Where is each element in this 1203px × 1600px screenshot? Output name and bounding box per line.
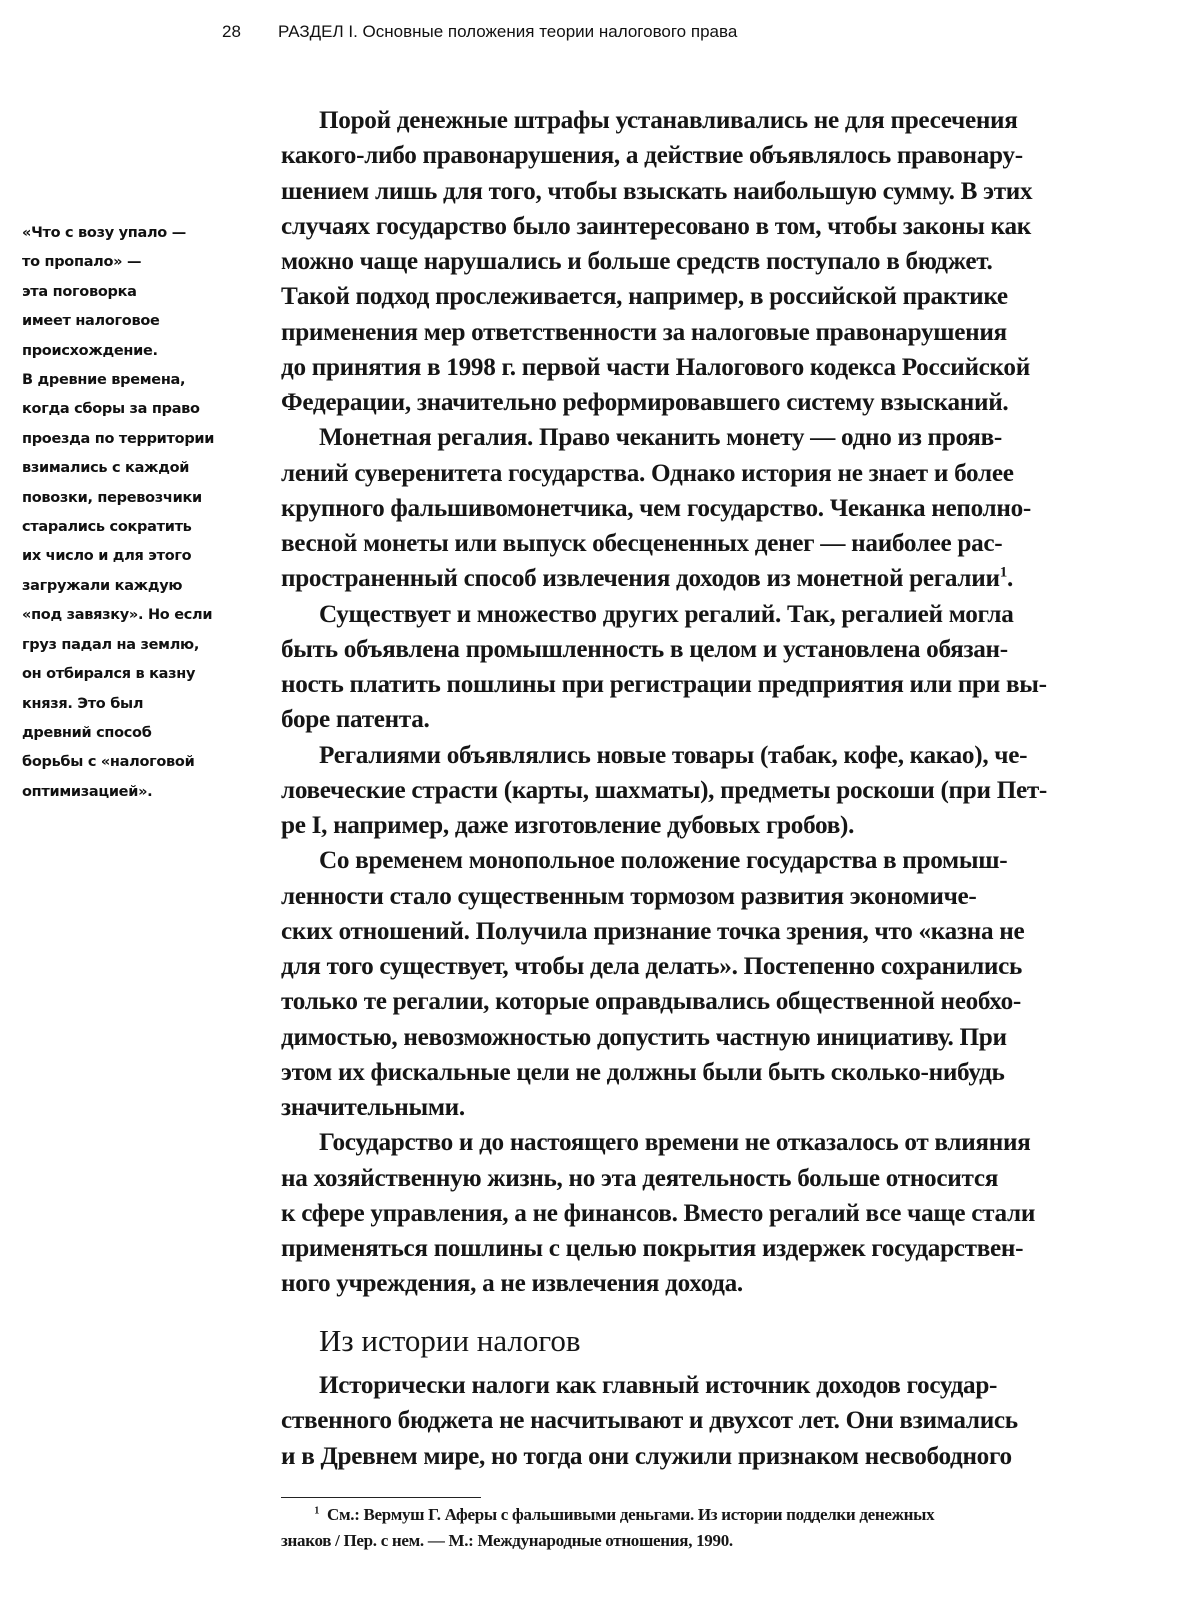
text-run: .: [1006, 565, 1013, 593]
text-line: на хозяйственную жизнь, но эта деятельность больше относится: [281, 1164, 999, 1192]
text-line: димостью, невозможностью допустить частную инициативу. При: [281, 1023, 1007, 1051]
margin-note-line: В древние времена,: [22, 372, 186, 389]
paragraph-monopoly: [281, 843, 1116, 1125]
text-line: ленности стало существенным тормозом развития экономиче-: [281, 882, 977, 910]
margin-note-line: происхождение.: [22, 342, 158, 359]
margin-note: [22, 219, 254, 807]
run-in-term: Монетная регалия.: [319, 424, 534, 452]
paragraph-new-goods: [281, 738, 1116, 844]
text-line: и в Древнем мире, но тогда они служили признаком несвободного: [281, 1442, 1012, 1470]
footnote: [281, 1502, 1116, 1554]
text-line: до принятия в 1998 г. первой части Налогового кодекса Российской: [281, 353, 1030, 381]
text-line: крупного фальшивомонетчика, чем государство. Чеканка неполно-: [281, 494, 1031, 522]
paragraph-state-influence: [281, 1125, 1116, 1301]
margin-note-line: старались сократить: [22, 519, 192, 536]
text-line: ре I, например, даже изготовление дубовых гробов).: [281, 812, 855, 839]
running-title: РАЗДЕЛ I. Основные положения теории налогового права: [278, 22, 738, 41]
margin-note-line: взимались с каждой: [22, 460, 190, 477]
running-header: [222, 22, 1122, 42]
text-line: этом их фискальные цели не должны были быть сколько-нибудь: [281, 1058, 1005, 1086]
text-line: Исторически налоги как главный источник доходов государ-: [319, 1372, 998, 1399]
text-line: боре патента.: [281, 706, 430, 734]
margin-note-line: повозки, перевозчики: [22, 489, 202, 506]
margin-note-line: их число и для этого: [22, 548, 192, 565]
footnote-line: [281, 1502, 1116, 1528]
footnote-divider: [281, 1497, 481, 1498]
text-line: Порой денежные штрафы устанавливались не для пресечения: [319, 107, 1018, 134]
margin-note-line: князя. Это был: [22, 695, 144, 712]
text-line: можно чаще нарушались и больше средств поступало в бюджет.: [281, 248, 993, 275]
text-line: для того существует, чтобы дела делать». Постепенно сохранились: [281, 953, 1023, 980]
text-line: ность платить пошлины при регистрации предприятия или при вы-: [281, 671, 1047, 698]
text-line: применяться пошлины с целью покрытия издержек государствен-: [281, 1235, 1024, 1262]
text-run: Право чеканить монету — одно из прояв-: [533, 424, 1002, 452]
text-line: быть объявлена промышленность в целом и установлена обязан-: [281, 635, 1008, 663]
margin-note-line: то пропало» —: [22, 254, 142, 271]
text-line: случаях государство было заинтересовано в том, чтобы законы как: [281, 212, 1032, 240]
text-line: значительными.: [281, 1094, 465, 1121]
text-line: [281, 420, 1116, 455]
footnote-text: См.: Вермуш Г. Аферы с фальшивыми деньгами. Из истории подделки денежных: [327, 1505, 935, 1524]
text-line: шением лишь для того, чтобы взыскать наибольшую сумму. В этих: [281, 177, 1033, 205]
section-text: [281, 1368, 1116, 1474]
margin-note-line: «под завязку». Но если: [22, 607, 213, 624]
text-line: к сфере управления, а не финансов. Вместо регалий все чаще стали: [281, 1199, 1036, 1227]
margin-note-line: загружали каждую: [22, 577, 183, 594]
footnote-ref[interactable]: 1: [999, 564, 1007, 581]
text-line: весной монеты или выпуск обесцененных денег — наиболее рас-: [281, 530, 1003, 557]
text-line: Существует и множество других регалий. Так, регалией могла: [319, 600, 1014, 628]
footnote-mark: 1: [314, 1505, 319, 1517]
text-run: пространенный способ извлечения доходов из монетной регалии: [281, 565, 1000, 593]
margin-note-line: оптимизацией».: [22, 783, 153, 800]
margin-note-line: эта поговорка: [22, 283, 137, 300]
text-line: ственного бюджета не насчитывают и двухсот лет. Они взимались: [281, 1407, 1018, 1435]
text-line: Регалиями объявлялись новые товары (табак, кофе, какао), че-: [319, 741, 1028, 769]
text-line: Со временем монопольное положение государства в промыш-: [319, 847, 1008, 875]
text-line: только те регалии, которые оправдывались общественной необхо-: [281, 988, 1021, 1016]
margin-note-line: древний способ: [22, 724, 152, 741]
paragraph-other-regalia: [281, 597, 1116, 738]
text-line: ских отношений. Получила признание точка зрения, что «казна не: [281, 917, 1025, 945]
paragraph-fines: [281, 103, 1116, 420]
text-line: какого-либо правонарушения, а действие объявлялось правонару-: [281, 142, 1023, 170]
paragraph-coin-regalia: [281, 420, 1116, 596]
text-line: применения мер ответственности за налоговые правонарушения: [281, 318, 1007, 346]
text-line: Государство и до настоящего времени не отказалось от влияния: [319, 1129, 1031, 1157]
main-text: [281, 103, 1116, 1302]
text-line: ного учреждения, а не извлечения дохода.: [281, 1270, 743, 1298]
margin-note-line: борьбы с «налоговой: [22, 754, 195, 771]
margin-note-line: «Что с возу упало —: [22, 225, 186, 241]
paragraph-tax-history: [281, 1368, 1116, 1474]
section-heading: Из истории налогов: [319, 1323, 581, 1358]
page-number: 28: [222, 22, 241, 41]
margin-note-line: груз падал на землю,: [22, 636, 200, 653]
text-line: ловеческие страсти (карты, шахматы), предметы роскоши (при Пет-: [281, 776, 1048, 804]
margin-note-line: имеет налоговое: [22, 313, 160, 330]
text-line: лений суверенитета государства. Однако история не знает и более: [281, 459, 1014, 487]
margin-note-line: проезда по территории: [22, 430, 215, 447]
text-line: [281, 561, 1116, 596]
text-line: Федерации, значительно реформировавшего систему взысканий.: [281, 389, 1009, 416]
text-line: Такой подход прослеживается, например, в российской практике: [281, 283, 1008, 311]
margin-note-line: он отбирался в казну: [22, 666, 196, 683]
margin-note-line: когда сборы за право: [22, 401, 200, 418]
footnote-line: знаков / Пер. с нем. — М.: Международные отношения, 1990.: [281, 1531, 733, 1550]
